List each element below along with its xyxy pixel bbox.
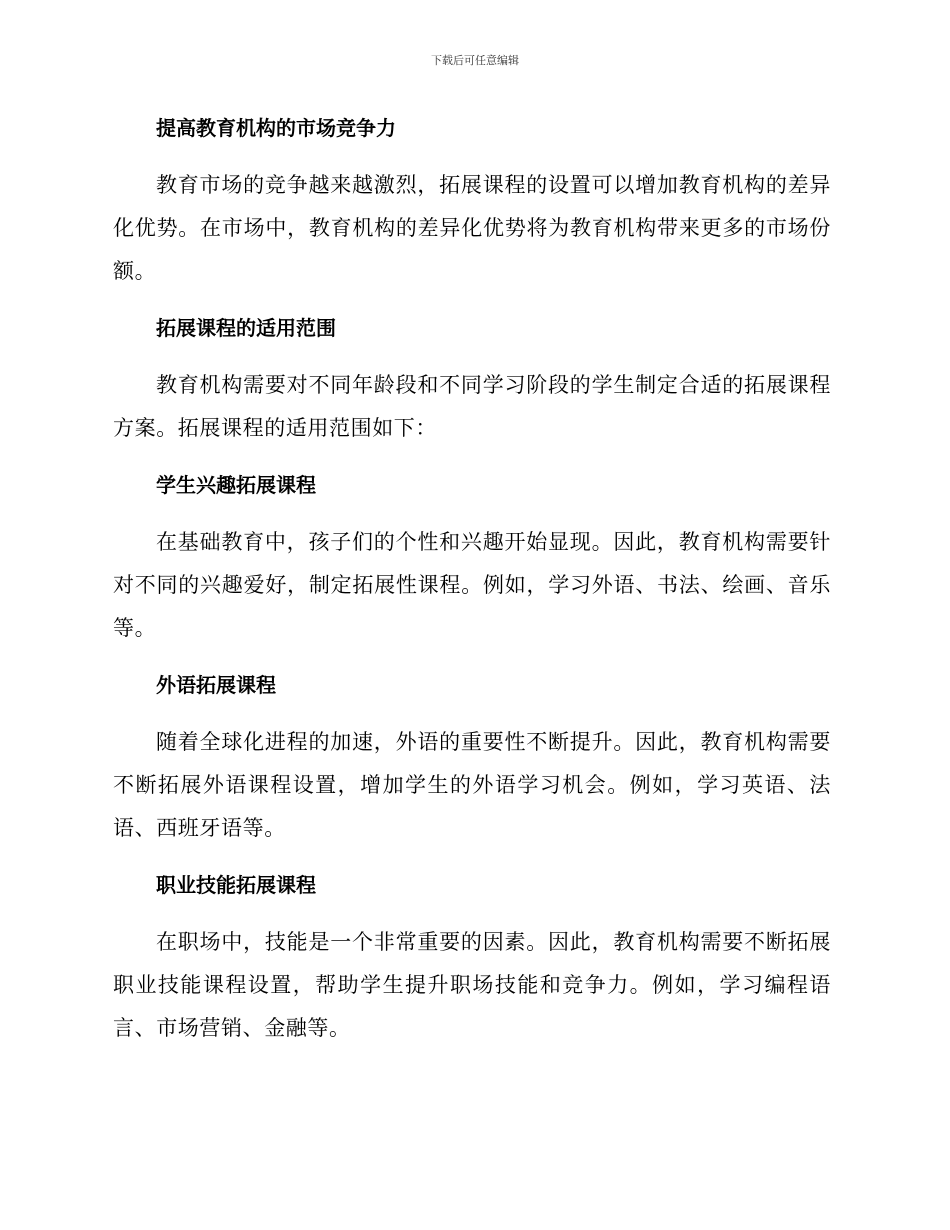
section-heading-language-courses: 外语拓展课程 [156,673,276,697]
section-paragraph-vocational-courses: 在职场中，技能是一个非常重要的因素。因此，教育机构需要不断拓展职业技能课程设置，帮助学生提升职场技能和竞争力。例如，学习编程语言、市场营销、金融等。 [113,930,831,1040]
section-heading-competitiveness: 提高教育机构的市场竞争力 [156,116,396,140]
section-paragraph-language-courses: 随着全球化进程的加速，外语的重要性不断提升。因此，教育机构需要不断拓展外语课程设置，增加学生的外语学习机会。例如，学习英语、法语、西班牙语等。 [113,730,831,840]
section-heading-vocational-courses: 职业技能拓展课程 [156,873,316,897]
header-note: 下载后可任意编辑 [431,54,519,67]
section-paragraph-scope: 教育机构需要对不同年龄段和不同学习阶段的学生制定合适的拓展课程方案。拓展课程的适用范围如下： [113,373,831,440]
section-heading-interest-courses: 学生兴趣拓展课程 [156,473,316,497]
section-paragraph-competitiveness: 教育市场的竞争越来越激烈，拓展课程的设置可以增加教育机构的差异化优势。在市场中，教育机构的差异化优势将为教育机构带来更多的市场份额。 [113,173,831,283]
section-heading-scope: 拓展课程的适用范围 [156,316,336,340]
section-paragraph-interest-courses: 在基础教育中，孩子们的个性和兴趣开始显现。因此，教育机构需要针对不同的兴趣爱好，制定拓展性课程。例如，学习外语、书法、绘画、音乐等。 [113,530,831,640]
document-body [113,113,831,1070]
